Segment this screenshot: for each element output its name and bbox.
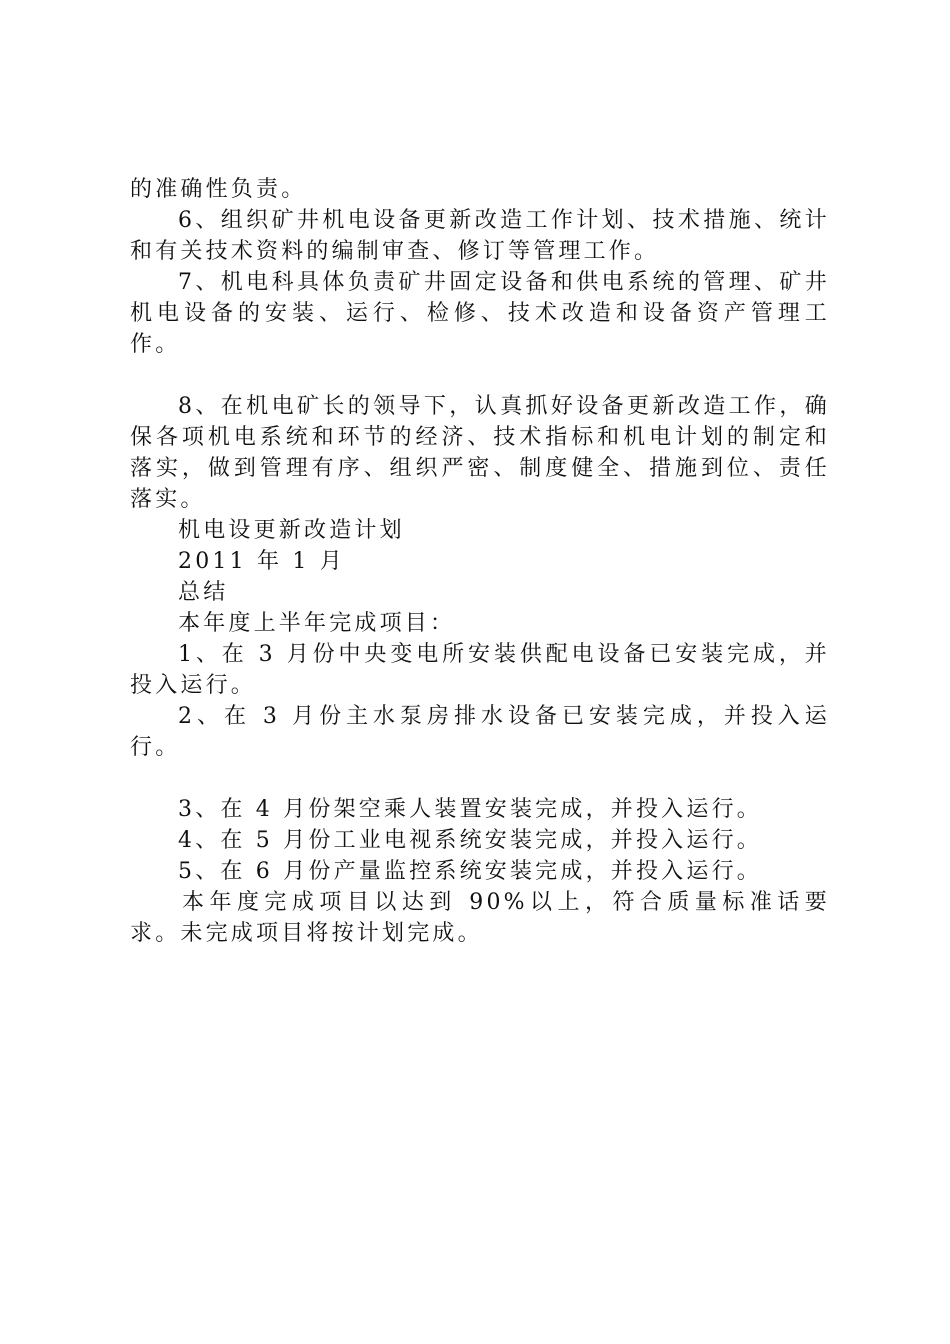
completed-item-3: 3、在 4 月份架空乘人装置安装完成，并投入运行。 <box>178 797 762 822</box>
summary-conclusion: 本年度完成项目以达到 90%以上，符合质量标准话要求。未完成项目将按计划完成。 <box>130 890 830 946</box>
summary-heading: 总结 <box>178 580 229 605</box>
blank-line <box>130 763 830 794</box>
completed-items-heading: 本年度上半年完成项目： <box>178 611 456 636</box>
completed-item-1: 1、在 3 月份中央变电所安装供配电设备已安装完成，并投入运行。 <box>130 642 830 698</box>
completed-item-2: 2、在 3 月份主水泵房排水设备已安装完成，并投入运行。 <box>130 704 830 760</box>
paragraph-item-8: 8、在机电矿长的领导下，认真抓好设备更新改造工作，确保各项机电系统和环节的经济、技术指标和机电计划的制定和落实，做到管理有序、组织严密、制度健全、措施到位、责任落实。 <box>130 394 830 512</box>
completed-item-4: 4、在 5 月份工业电视系统安装完成，并投入运行。 <box>178 828 762 853</box>
paragraph-item-7: 7、机电科具体负责矿井固定设备和供电系统的管理、矿井机电设备的安装、运行、检修、技术改造和设备资产管理工作。 <box>130 270 830 357</box>
completed-item-5: 5、在 6 月份产量监控系统安装完成，并投入运行。 <box>178 859 762 884</box>
section-title: 机电设更新改造计划 <box>178 518 405 543</box>
section-date: 2011 年 1 月 <box>178 549 345 574</box>
blank-line <box>130 360 830 391</box>
document-body <box>130 174 830 949</box>
paragraph-item-6: 6、组织矿井机电设备更新改造工作计划、技术措施、统计和有关技术资料的编制审查、修订等管理工作。 <box>130 208 830 264</box>
paragraph-continuation: 的准确性负责。 <box>130 177 307 202</box>
